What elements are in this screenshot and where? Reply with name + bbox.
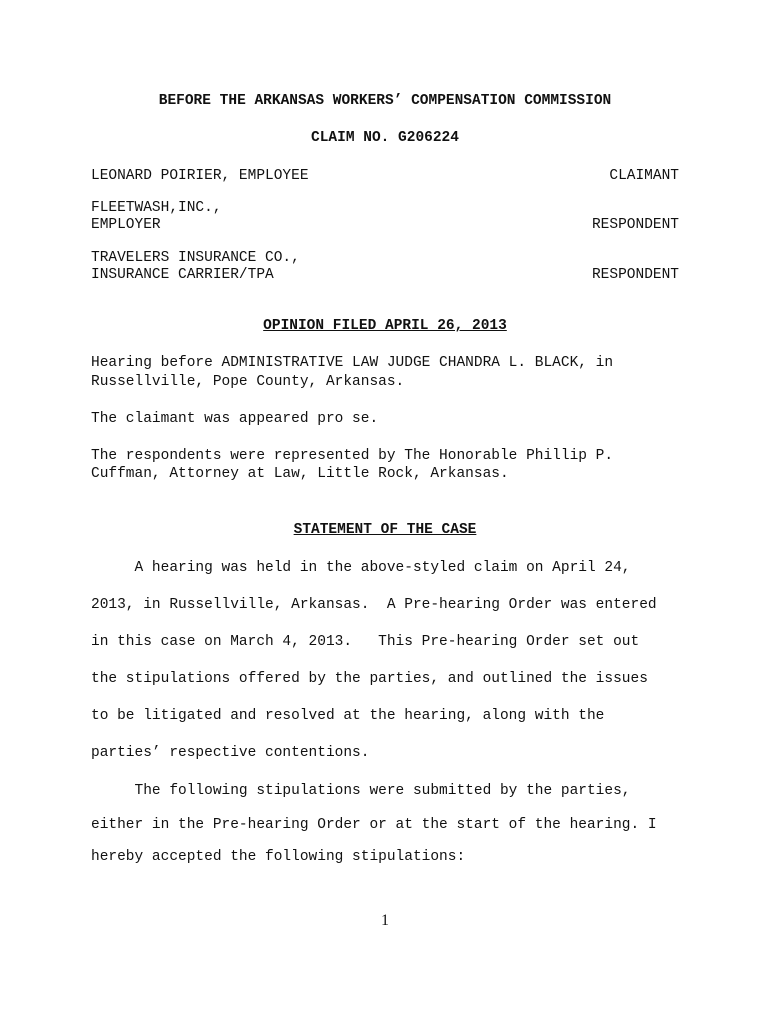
party-role: RESPONDENT (591, 217, 679, 233)
body-line: the stipulations offered by the parties, and outlined the issues (91, 671, 648, 687)
page-number: 1 (381, 912, 389, 929)
party-name-line: LEONARD POIRIER, EMPLOYEE (91, 168, 309, 184)
respondent-representation-line: Cuffman, Attorney at Law, Little Rock, Arkansas. (91, 466, 509, 482)
statement-heading: STATEMENT OF THE CASE (293, 522, 477, 538)
party-role: RESPONDENT (591, 267, 679, 283)
hearing-info-line: Hearing before ADMINISTRATIVE LAW JUDGE CHANDRA L. BLACK, in (91, 355, 614, 371)
hearing-info-line: Russellville, Pope County, Arkansas. (91, 374, 405, 390)
party-name-line: TRAVELERS INSURANCE CO., (91, 250, 300, 266)
body-line: 2013, in Russellville, Arkansas. A Pre-hearing Order was entered (91, 597, 657, 613)
body-line: hereby accepted the following stipulations: (91, 849, 466, 865)
party-role: CLAIMANT (609, 168, 679, 184)
claimant-representation: The claimant was appeared pro se. (91, 411, 379, 427)
party-name-line: FLEETWASH,INC., (91, 200, 222, 216)
commission-heading: BEFORE THE ARKANSAS WORKERS’ COMPENSATION COMMISSION (158, 93, 612, 109)
body-line: The following stipulations were submitted by the parties, (91, 783, 631, 799)
body-line: in this case on March 4, 2013. This Pre-hearing Order set out (91, 634, 640, 650)
body-line: A hearing was held in the above-styled claim on April 24, (91, 560, 631, 576)
body-line: to be litigated and resolved at the hearing, along with the (91, 708, 605, 724)
body-line: parties’ respective contentions. (91, 745, 370, 761)
claim-number: CLAIM NO. G206224 (311, 130, 459, 146)
opinion-heading: OPINION FILED APRIL 26, 2013 (263, 318, 507, 334)
party-name-line: EMPLOYER (91, 217, 161, 233)
body-line: either in the Pre-hearing Order or at the start of the hearing. I (91, 817, 657, 833)
party-name-line: INSURANCE CARRIER/TPA (91, 267, 274, 283)
respondent-representation-line: The respondents were represented by The Honorable Phillip P. (91, 448, 614, 464)
